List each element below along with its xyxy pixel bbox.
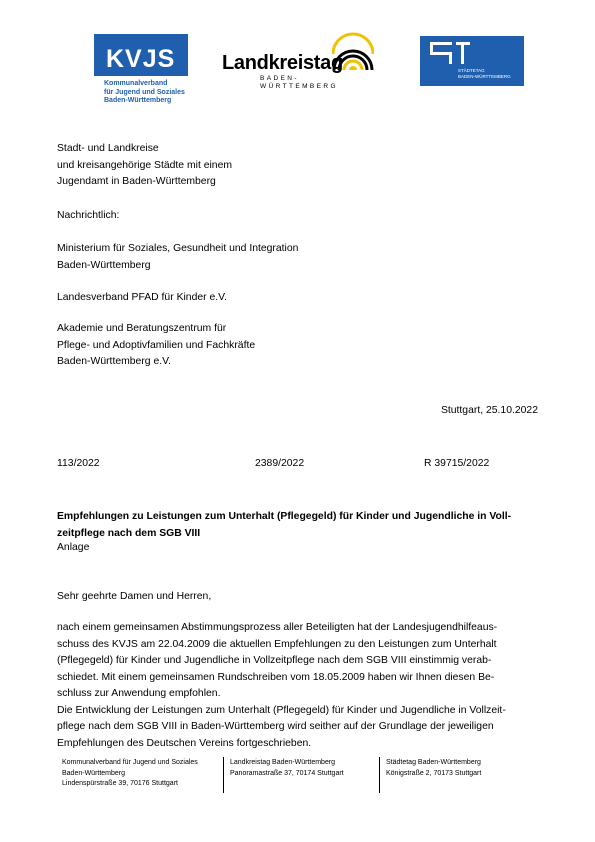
kvjs-logo [94, 34, 204, 110]
landkreistag-logo [222, 32, 374, 90]
staedtetag-line: STÄDTETAG [458, 68, 485, 73]
subject [57, 508, 543, 542]
staedtetag-text [458, 68, 511, 79]
footer-line: Kommunalverband für Jugend und Soziales [62, 759, 198, 766]
recipient-cc-akademie [57, 321, 255, 371]
kvjs-logo-line: für Jugend und Soziales [104, 88, 185, 96]
address-line: Jugendamt in Baden-Württemberg [57, 176, 216, 187]
body-line: schluss zur Anwendung empfohlen. [57, 688, 221, 699]
footer-divider [223, 757, 224, 793]
staedtetag-mark-icon [430, 42, 470, 66]
footer-kvjs-address [62, 758, 198, 790]
address-line: Pflege- und Adoptivfamilien und Fachkräfte [57, 339, 256, 351]
salutation: Sehr geehrte Damen und Herren, [57, 591, 212, 602]
staedtetag-line: BADEN-WÜRTTEMBERG [458, 73, 511, 79]
reference-number: R 39715/2022 [424, 458, 490, 469]
reference-number: 2389/2022 [255, 458, 305, 469]
kvjs-logo-line: Baden-Württemberg [104, 97, 172, 104]
footer-line: Landkreistag Baden-Württemberg [230, 759, 336, 766]
kvjs-logo-subtitle [104, 80, 185, 106]
footer-divider [379, 757, 380, 793]
footer-line: Panoramastraße 37, 70174 Stuttgart [230, 769, 344, 777]
body-line: (Pflegegeld) für Kinder und Jugendliche in Vollzeitpflege nach dem SGB VIII einstimmig verab- [57, 655, 492, 666]
subject-line: Empfehlungen zu Leistungen zum Unterhalt (Pflegegeld) für Kinder und Jugendliche in Voll- [57, 511, 512, 522]
attachment-label: Anlage [57, 542, 90, 553]
kvjs-logo-box [94, 34, 188, 76]
address-line: und kreisangehörige Städte mit einem [57, 159, 233, 171]
address-line: Stadt- und Landkreise [57, 143, 159, 154]
kvjs-logo-line: Kommunalverband [104, 80, 168, 87]
address-line: Baden-Württemberg e.V. [57, 356, 171, 367]
landkreistag-title: Landkreistag [222, 52, 343, 74]
body-line: schiedet. Mit einem gemeinsamen Rundschreiben vom 18.05.2009 haben wir Ihnen diesen Be- [57, 671, 495, 683]
address-line: Landesverband PFAD für Kinder e.V. [57, 292, 228, 303]
recipient-cc-ministry [57, 241, 298, 274]
address-line: Akademie und Beratungszentrum für [57, 323, 227, 334]
body-line: pflege nach dem SGB VIII in Baden-Württemberg wird seither auf der Grundlage der jeweiligen [57, 721, 494, 732]
body-line: Die Entwicklung der Leistungen zum Unterhalt (Pflegegeld) für Kinder und Jugendliche in Vollzeit- [57, 704, 506, 716]
recipient-cc-pfad [57, 290, 227, 307]
footer-landkreistag-address [230, 758, 344, 779]
landkreistag-subtitle: BADEN-WÜRTTEMBERG [260, 75, 338, 90]
body-line: nach einem gemeinsamen Abstimmungsprozess aller Beteiligten hat der Landesjugendhilfeaus- [57, 622, 498, 633]
footer-line: Städtetag Baden-Württemberg [386, 759, 481, 766]
footer-line: Baden-Württemberg [62, 769, 126, 777]
reference-number: 113/2022 [57, 458, 100, 469]
subject-line: zeitpflege nach dem SGB VIII [57, 528, 201, 539]
recipient-primary [57, 141, 232, 191]
footer-line: Lindenspürstraße 39, 70176 Stuttgart [62, 780, 178, 787]
kvjs-logo-abbr: KVJS [106, 45, 176, 73]
body-line: Empfehlungen des Deutschen Vereins fortgeschrieben. [57, 737, 312, 749]
date-line: Stuttgart, 25.10.2022 [440, 405, 538, 416]
address-line: Baden-Württemberg [57, 259, 151, 271]
cc-label: Nachrichtlich: [57, 210, 120, 221]
footer-staedtetag-address [386, 758, 481, 779]
body-line: schuss des KVJS am 22.04.2009 die aktuellen Empfehlungen zu den Leistungen zum Unterhalt [57, 638, 497, 650]
staedtetag-logo [420, 36, 524, 86]
footer-line: Königstraße 2, 70173 Stuttgart [386, 769, 482, 777]
body-text [57, 620, 506, 752]
address-line: Ministerium für Soziales, Gesundheit und Integration [57, 243, 299, 254]
